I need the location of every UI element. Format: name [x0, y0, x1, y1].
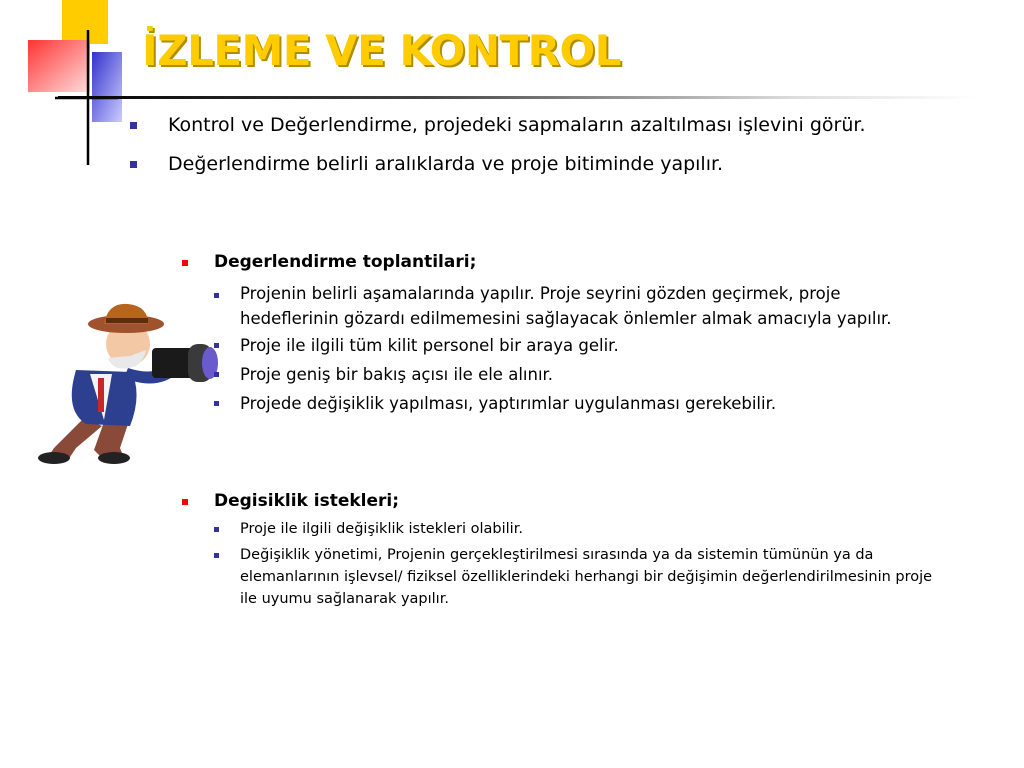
list-item: Proje ile ilgili tüm kilit personel bir araya gelir. — [214, 331, 942, 360]
list-item: Projenin belirli aşamalarında yapılır. Proje seyrini gözden geçirmek, proje hedeflerinin gözardı edilmemesini sağlayacak önlemler almak amacıyla yapılır. — [214, 281, 942, 331]
section-heading: Degisiklik istekleri; — [182, 488, 942, 514]
section-change-requests — [182, 488, 942, 610]
list-item: Proje geniş bir bakış açısı ile ele alınır. — [214, 360, 942, 389]
slide-title: İZLEME VE KONTROL — [142, 26, 621, 75]
title-underline — [58, 96, 978, 99]
section-item-list — [214, 281, 942, 418]
list-item: Proje ile ilgili değişiklik istekleri olabilir. — [214, 518, 942, 540]
section-evaluation-meetings — [182, 249, 942, 418]
list-item: Değişiklik yönetimi, Projenin gerçekleştirilmesi sırasında ya da sistemin tümünün ya da elemanlarının işlevsel/ fiziksel özelliklerindeki herhangi bir değişimin değerlendirilmesinin proje ile uyumu sağlanarak yapılır. — [214, 544, 942, 610]
corner-decoration — [0, 0, 140, 170]
main-bullet-list — [130, 111, 950, 179]
list-item: Projede değişiklik yapılması, yaptırımlar uygulanması gerekebilir. — [214, 389, 942, 418]
bullet-item: Kontrol ve Değerlendirme, projedeki sapmaların azaltılması işlevini görür. — [130, 111, 950, 140]
bullet-item: Değerlendirme belirli aralıklarda ve proje bitiminde yapılır. — [130, 150, 950, 179]
section-item-list — [214, 518, 942, 610]
section-heading: Degerlendirme toplantilari; — [182, 249, 942, 275]
